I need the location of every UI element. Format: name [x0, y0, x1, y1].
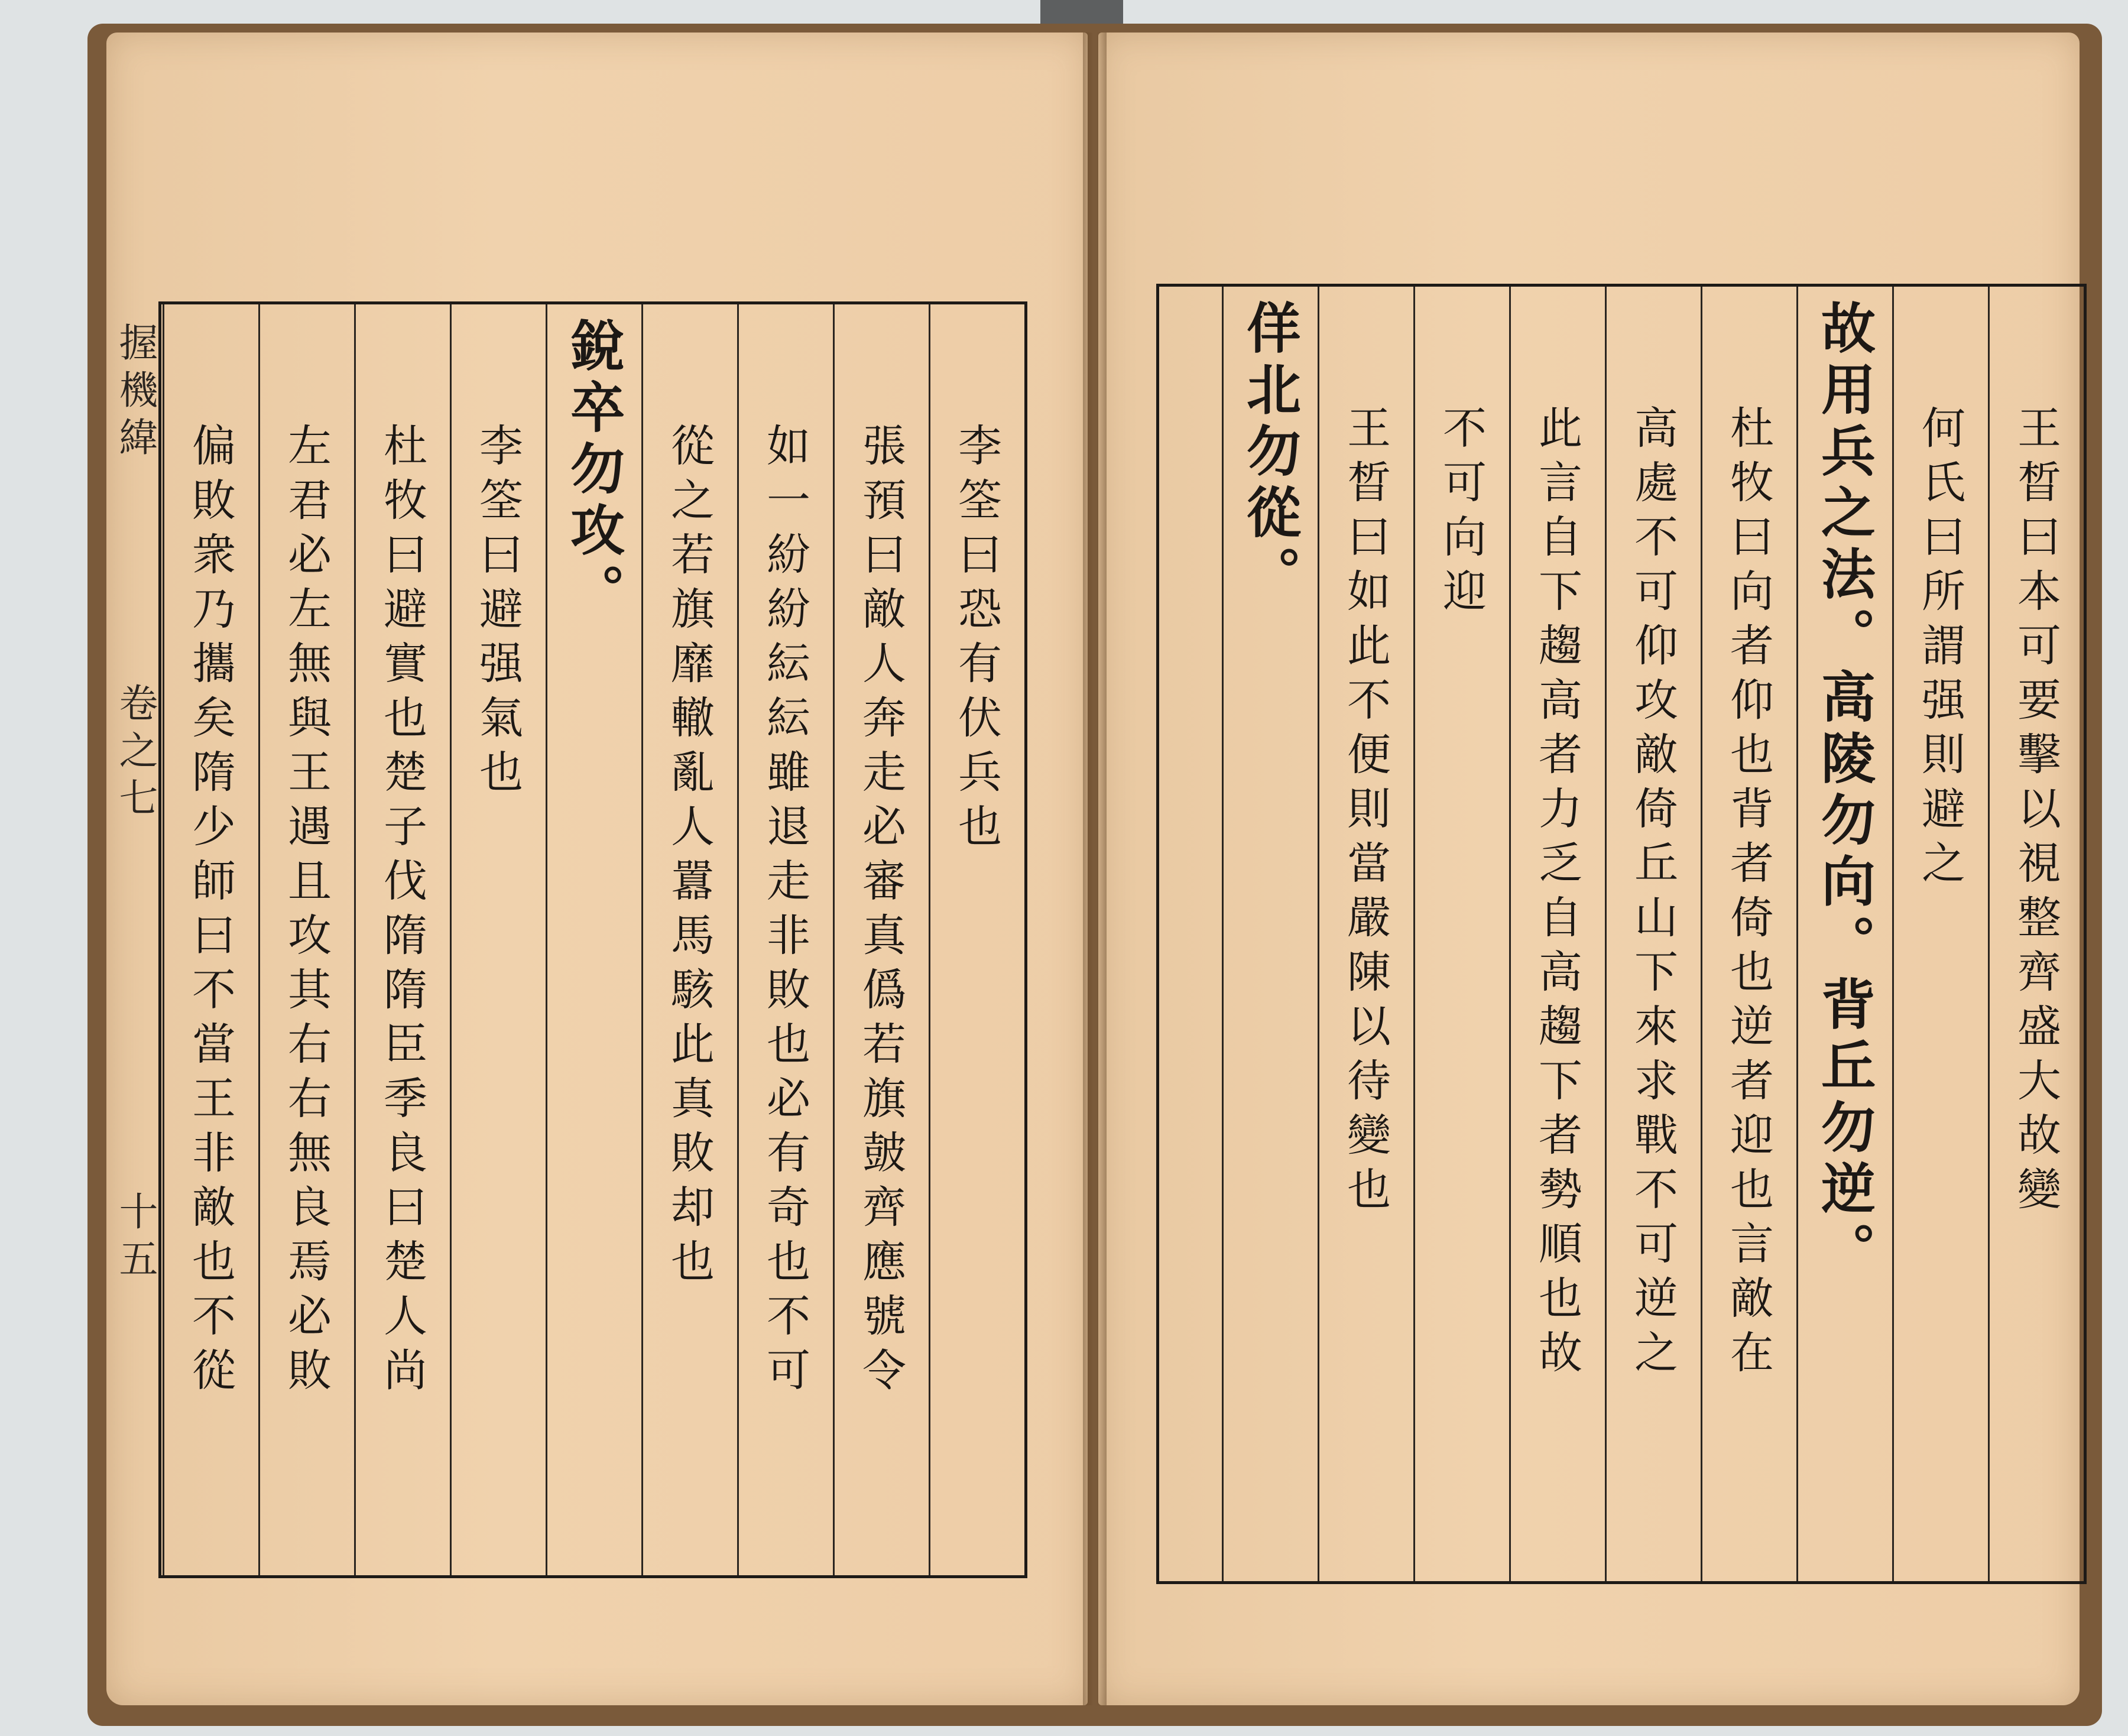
text-column: [929, 304, 1024, 1575]
commentary-text: 杜牧曰避實也楚子伐隋隋臣季良曰楚人尚: [377, 423, 427, 1401]
page-number: 十五: [112, 1191, 158, 1286]
left-page-text-frame: [158, 301, 1027, 1578]
commentary-text: 張預曰敵人奔走必審真僞若旗皷齊應號令: [855, 423, 906, 1401]
left-margin-column: [111, 304, 158, 1569]
text-column: [1413, 287, 1509, 1581]
right-page-text-frame: [1156, 284, 2087, 1584]
text-column: [1892, 287, 1988, 1581]
text-column: [833, 304, 929, 1575]
book-gutter: [1083, 33, 1107, 1705]
main-text: 銳卒勿攻。: [562, 317, 625, 625]
commentary-text: 如一紛紛紜紜雖退走非敗也必有奇也不可: [760, 423, 810, 1401]
text-column: [1605, 287, 1701, 1581]
text-column: [1701, 287, 1796, 1581]
text-column: [163, 304, 258, 1575]
commentary-text: 高處不可仰攻敵倚丘山下來求戰不可逆之: [1627, 405, 1678, 1384]
text-column: [258, 304, 354, 1575]
text-column: [1318, 287, 1413, 1581]
commentary-text: 不可向迎: [1436, 405, 1487, 622]
commentary-text: 王晳曰如此不便則當嚴陳以待變也: [1340, 405, 1391, 1221]
commentary-text: 此言自下趨高者力乏自高趨下者勢順也故: [1532, 405, 1582, 1384]
text-column: [641, 304, 737, 1575]
text-column: [546, 304, 641, 1575]
commentary-text: 何氏曰所謂强則避之: [1915, 405, 1965, 894]
main-text: 佯北勿從。: [1238, 300, 1302, 607]
text-column: [1222, 287, 1318, 1581]
main-text: 故用兵之法。高陵勿向。背丘勿逆。: [1812, 300, 1876, 1283]
text-column: [1796, 287, 1892, 1581]
commentary-text: 李筌曰恐有伏兵也: [951, 423, 1002, 858]
text-column: [354, 304, 450, 1575]
commentary-text: 李筌曰避强氣也: [472, 423, 523, 803]
text-column: [737, 304, 833, 1575]
text-column: [450, 304, 546, 1575]
book-title: 握機緯: [112, 322, 158, 464]
commentary-text: 王晳曰本可要擊以視整齊盛大故變: [2010, 405, 2061, 1221]
volume-label: 卷之七: [112, 683, 158, 825]
commentary-text: 從之若旗靡轍亂人囂馬駭此真敗却也: [664, 423, 715, 1293]
text-column: [1509, 287, 1605, 1581]
commentary-text: 偏敗衆乃攜矣隋少師曰不當王非敵也不從: [185, 423, 236, 1401]
text-column: [1988, 287, 2084, 1581]
commentary-text: 杜牧曰向者仰也背者倚也逆者迎也言敵在: [1723, 405, 1774, 1384]
commentary-text: 左君必左無與王遇且攻其右右無良焉必敗: [281, 423, 332, 1401]
